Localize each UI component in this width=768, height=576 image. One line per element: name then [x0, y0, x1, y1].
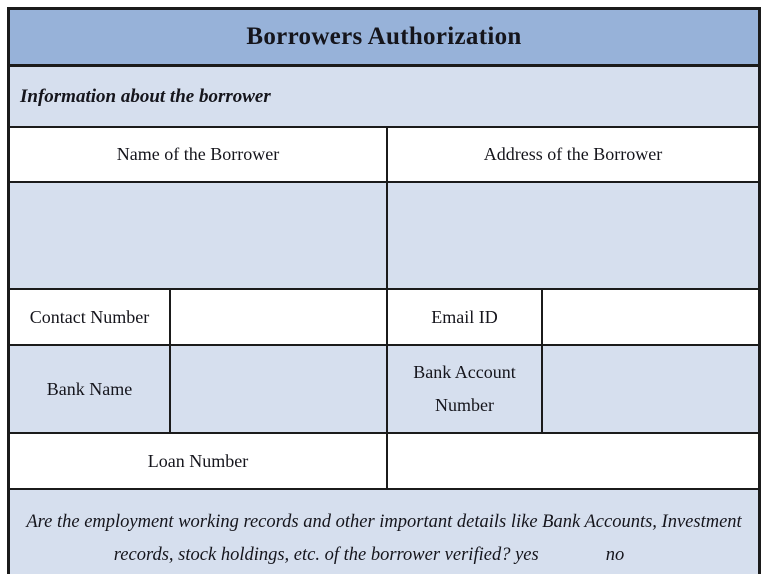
- contact-number-input[interactable]: [171, 290, 388, 344]
- verification-question-line1: Are the employment working records and other important details like Bank Accounts, Investment: [26, 512, 742, 532]
- form-table: [7, 7, 761, 574]
- verification-question-row: [10, 490, 758, 574]
- address-of-borrower-label: Address of the Borrower: [483, 144, 663, 164]
- contact-email-row: [10, 290, 758, 346]
- name-address-input-row: [10, 183, 758, 290]
- bank-account-number-input[interactable]: [543, 346, 758, 432]
- bank-name-input[interactable]: [171, 346, 388, 432]
- contact-number-label: Contact Number: [10, 290, 171, 344]
- section-borrower-info: [10, 67, 758, 128]
- email-id-label: Email ID: [388, 290, 543, 344]
- form-header: [10, 10, 758, 67]
- address-of-borrower-input[interactable]: [388, 183, 758, 288]
- email-id-input[interactable]: [543, 290, 758, 344]
- form-title: Borrowers Authorization: [246, 23, 522, 50]
- bank-name-label: Bank Name: [10, 346, 171, 432]
- bank-row: [10, 346, 758, 434]
- loan-number-input[interactable]: [388, 434, 758, 488]
- no-label: no: [605, 545, 625, 565]
- loan-number-label: Loan Number: [10, 434, 388, 488]
- section-heading: Information about the borrower: [20, 85, 271, 107]
- verification-question-line2: [10, 539, 758, 572]
- yes-label: yes: [515, 545, 539, 565]
- name-address-label-row: [10, 128, 758, 183]
- loan-number-row: [10, 434, 758, 490]
- name-of-borrower-input[interactable]: [10, 183, 388, 288]
- name-of-borrower-label: Name of the Borrower: [10, 128, 388, 181]
- verification-question-text: records, stock holdings, etc. of the borrower verified?: [113, 545, 511, 565]
- bank-account-number-label: Bank Account Number: [388, 346, 543, 432]
